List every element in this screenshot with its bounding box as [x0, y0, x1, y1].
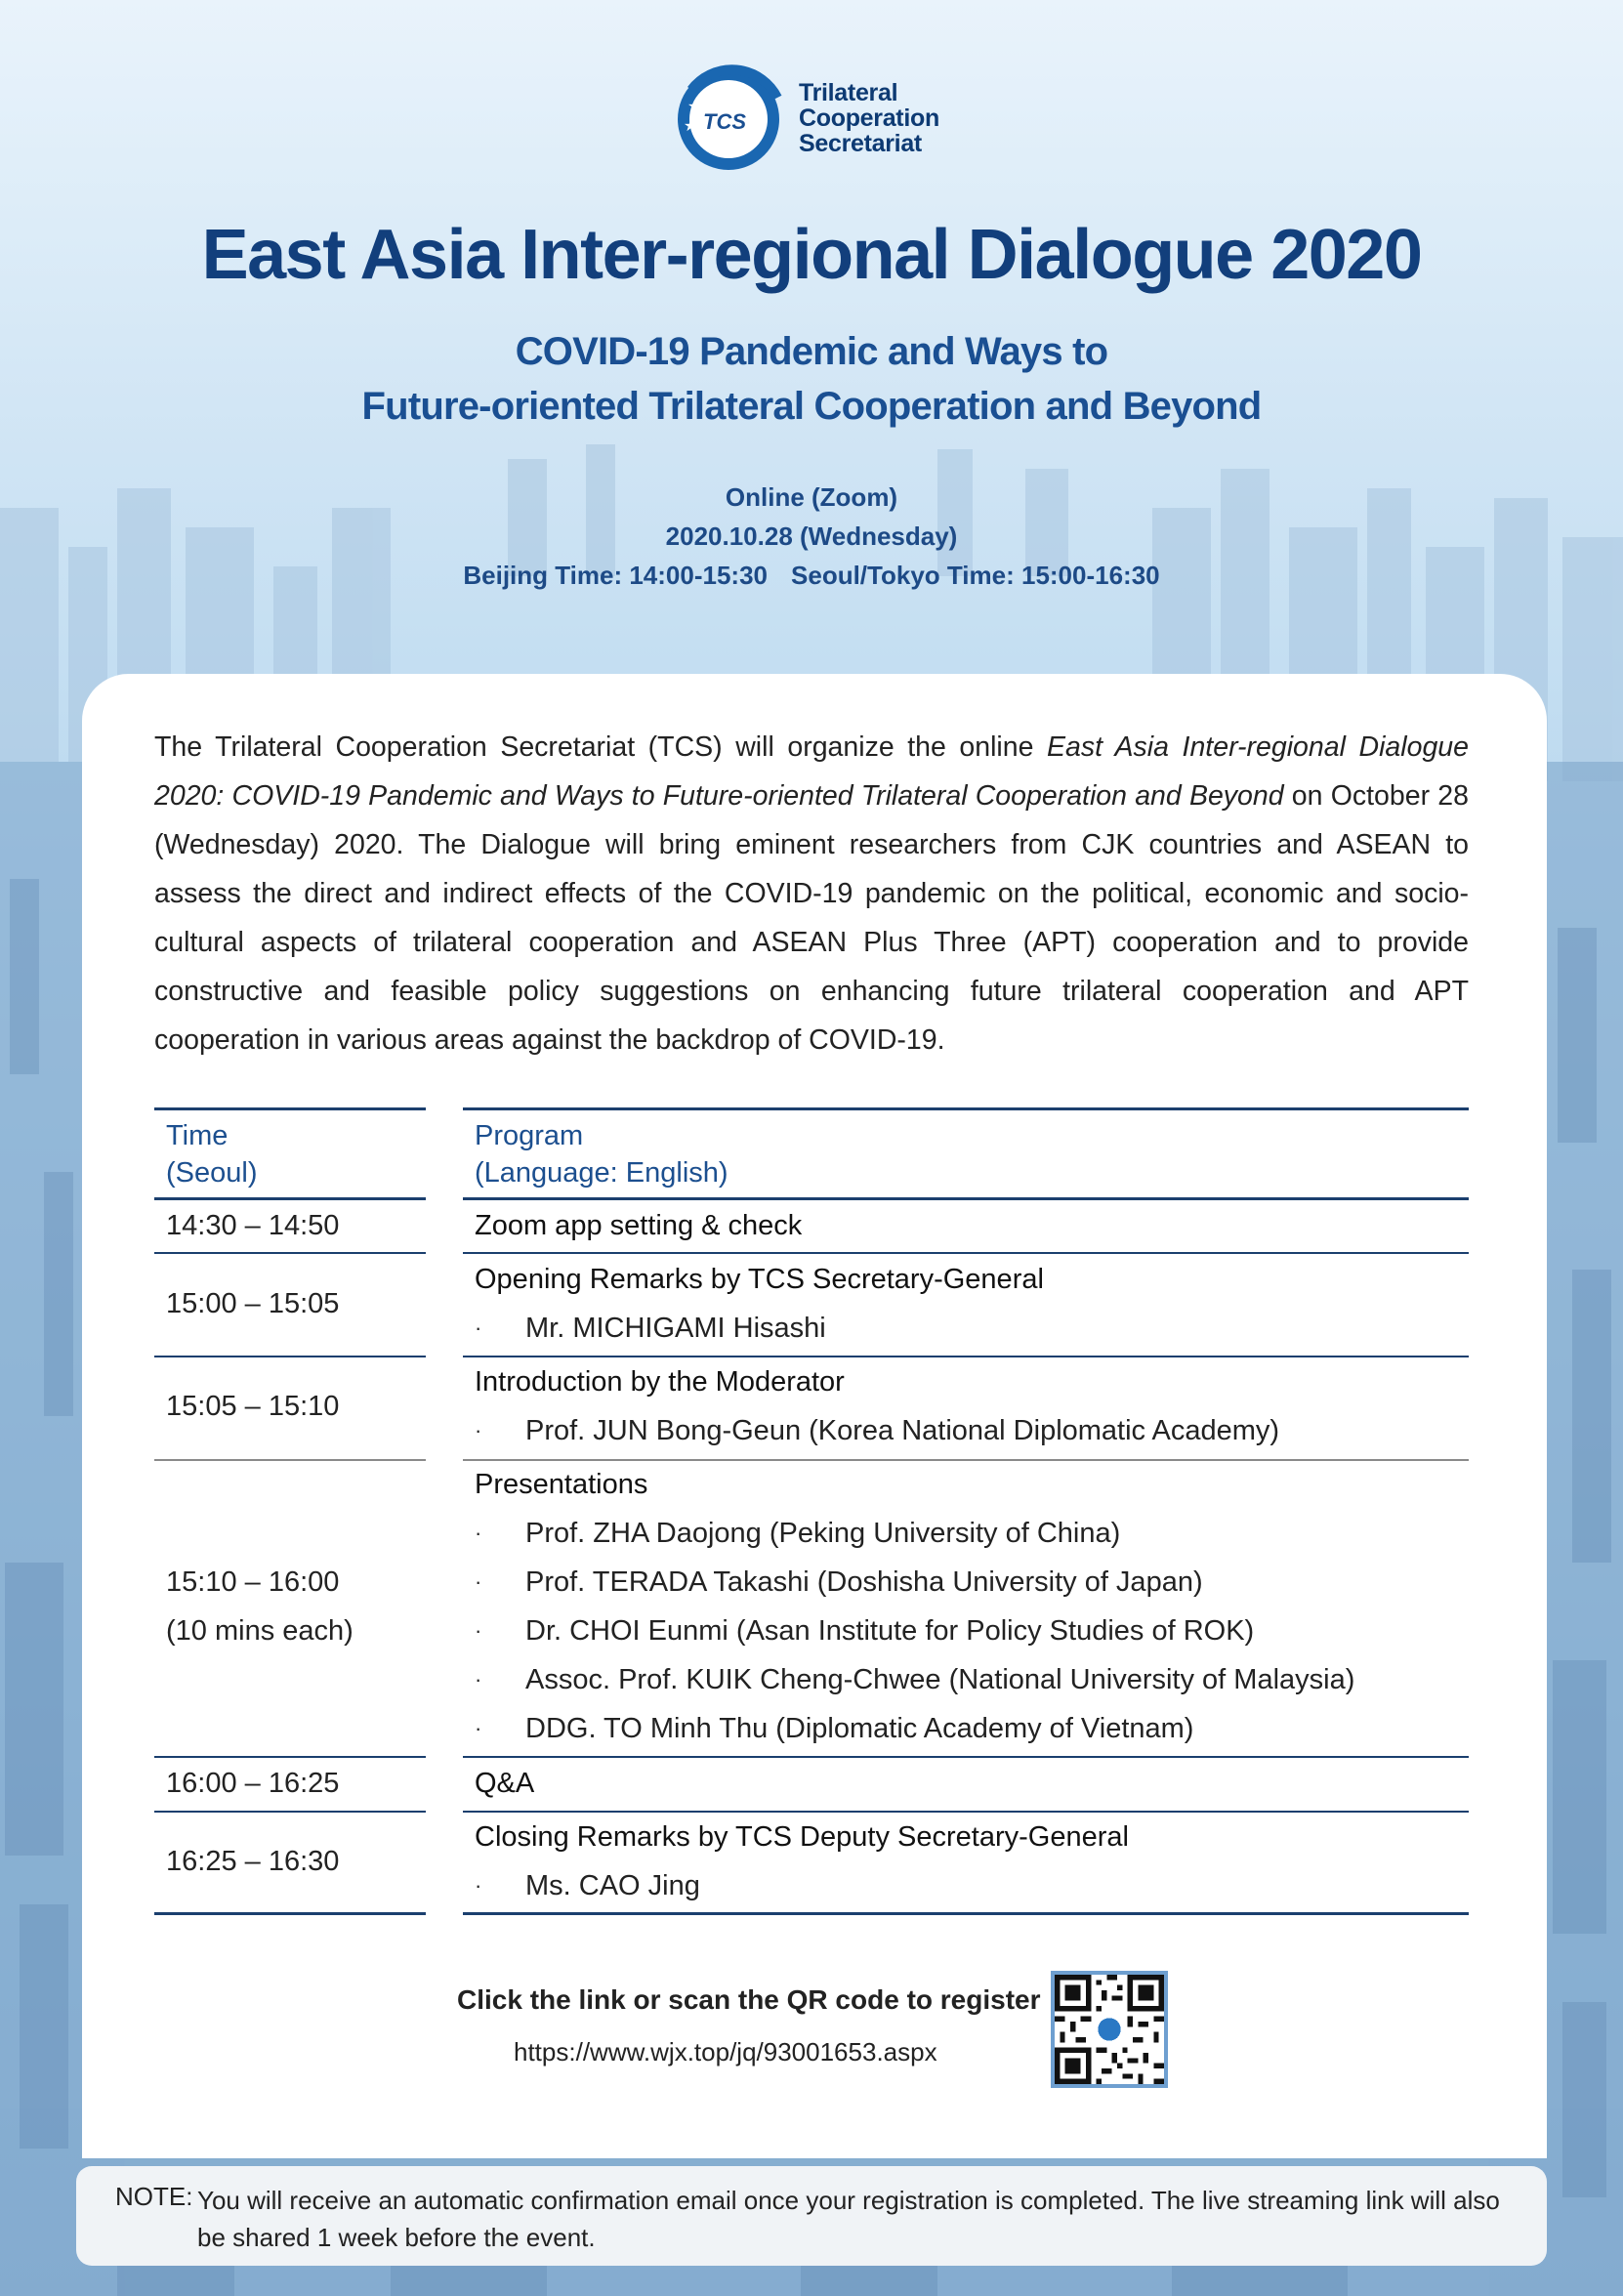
row-4-time: 15:10 – 16:00: [166, 1566, 340, 1598]
note-box: [76, 2166, 1547, 2266]
speaker-name: Dr. CHOI Eunmi (Asan Institute for Policy Studies of ROK): [525, 1615, 1255, 1647]
intro-text-1: The Trilateral Cooperation Secretariat (TCS) will organize the online: [154, 731, 1048, 763]
event-venue: Online (Zoom): [725, 482, 898, 512]
row-5-time: 16:00 – 16:25: [166, 1768, 340, 1799]
row-6-program: Closing Remarks by TCS Deputy Secretary-General: [475, 1821, 1129, 1853]
row-1-program: Zoom app setting & check: [475, 1210, 803, 1241]
tcs-logo-mark: [672, 61, 789, 176]
row-6-speaker: [475, 1870, 700, 1902]
svg-text:★: ★: [684, 116, 698, 135]
intro-paragraph: [154, 723, 1469, 1065]
row-4-speaker-2: [475, 1566, 1203, 1599]
bullet-dot: ·: [475, 1618, 482, 1643]
row-5-program: Q&A: [475, 1768, 535, 1799]
event-date: 2020.10.28 (Wednesday): [665, 522, 958, 551]
row-2-time: 15:00 – 15:05: [166, 1288, 340, 1319]
row-3-program: Introduction by the Moderator: [475, 1366, 845, 1398]
tcs-logo-wordmark: [799, 80, 939, 156]
row-4-speaker-1: [475, 1518, 1120, 1550]
time-column-header: [166, 1117, 258, 1191]
bullet-dot: ·: [475, 1716, 482, 1740]
row-2-speaker: [475, 1313, 826, 1345]
row-4-speaker-3: [475, 1615, 1254, 1648]
register-link[interactable]: https://www.wjx.top/jq/93001653.aspx: [514, 2037, 937, 2066]
note-text: You will receive an automatic confirmation email once your registration is completed. The live streaming link will also be shared 1 week before the event.: [197, 2186, 1500, 2252]
event-times: [0, 561, 1623, 591]
bullet-dot: ·: [475, 1873, 482, 1898]
subtitle-line-2: Future-oriented Trilateral Cooperation and Beyond: [361, 385, 1262, 428]
speaker-name: Prof. JUN Bong-Geun (Korea National Diplomatic Academy): [525, 1415, 1280, 1446]
row-6-time: 16:25 – 16:30: [166, 1846, 340, 1877]
row-3-speaker: [475, 1415, 1279, 1447]
program-header: Program: [475, 1120, 584, 1151]
bullet-dot: ·: [475, 1569, 482, 1594]
speaker-name: Mr. MICHIGAMI Hisashi: [525, 1313, 826, 1344]
subtitle-line-1: COVID-19 Pandemic and Ways to: [515, 330, 1108, 373]
register-prompt: Click the link or scan the QR code to register: [457, 1984, 1041, 2015]
program-subheader: (Language: English): [475, 1157, 728, 1189]
bullet-dot: ·: [475, 1667, 482, 1691]
speaker-name: Ms. CAO Jing: [525, 1870, 700, 1901]
page-title: East Asia Inter-regional Dialogue 2020: [201, 216, 1422, 294]
speaker-name: Assoc. Prof. KUIK Cheng-Chwee (National University of Malaysia): [525, 1664, 1355, 1695]
row-3-time: 15:05 – 15:10: [166, 1391, 340, 1422]
beijing-time: Beijing Time: 14:00-15:30: [463, 561, 769, 590]
bullet-dot: ·: [475, 1418, 482, 1442]
time-header: Time: [166, 1120, 229, 1151]
seoul-tokyo-time: Seoul/Tokyo Time: 15:00-16:30: [791, 561, 1160, 590]
intro-text-2: on October 28 (Wednesday) 2020. The Dialogue will bring eminent researchers from CJK countries and ASEAN to assess the direct and indirect effects of the COVID-19 pandemic on the political, economic and socio-cultural aspects of trilateral cooperation and ASEAN Plus Three (APT) cooperation and to provide constructive and feasible policy suggestions on enhancing future trilateral cooperation and APT cooperation in various areas against the backdrop of COVID-19.: [154, 780, 1469, 1056]
svg-text:TCS: TCS: [703, 109, 746, 134]
logo-line-1: Trilateral: [799, 79, 898, 106]
row-4-program: Presentations: [475, 1469, 648, 1500]
program-column-header: [475, 1117, 728, 1191]
svg-text:★★: ★★: [687, 97, 716, 115]
speaker-name: DDG. TO Minh Thu (Diplomatic Academy of Vietnam): [525, 1713, 1194, 1744]
logo-line-3: Secretariat: [799, 130, 922, 157]
speaker-name: Prof. ZHA Daojong (Peking University of China): [525, 1518, 1121, 1549]
row-4-speaker-5: [475, 1713, 1193, 1745]
speaker-name: Prof. TERADA Takashi (Doshisha University of Japan): [525, 1566, 1203, 1598]
row-1-time: 14:30 – 14:50: [166, 1210, 340, 1241]
row-2-program: Opening Remarks by TCS Secretary-General: [475, 1264, 1044, 1295]
bullet-dot: ·: [475, 1315, 482, 1340]
intro-event-name: East Asia Inter-regional Dialogue 2020: COVID-19 Pandemic and Ways to Future-oriented Trilateral Cooperation and Beyond: [154, 731, 1469, 812]
note-label: NOTE:: [115, 2182, 193, 2211]
qr-code[interactable]: [1051, 1971, 1168, 2088]
row-4-speaker-4: [475, 1664, 1354, 1696]
row-4-time-note: (10 mins each): [166, 1615, 354, 1647]
tcs-logo: [672, 61, 955, 178]
logo-line-2: Cooperation: [799, 104, 939, 132]
bullet-dot: ·: [475, 1521, 482, 1545]
time-subheader: (Seoul): [166, 1157, 258, 1189]
